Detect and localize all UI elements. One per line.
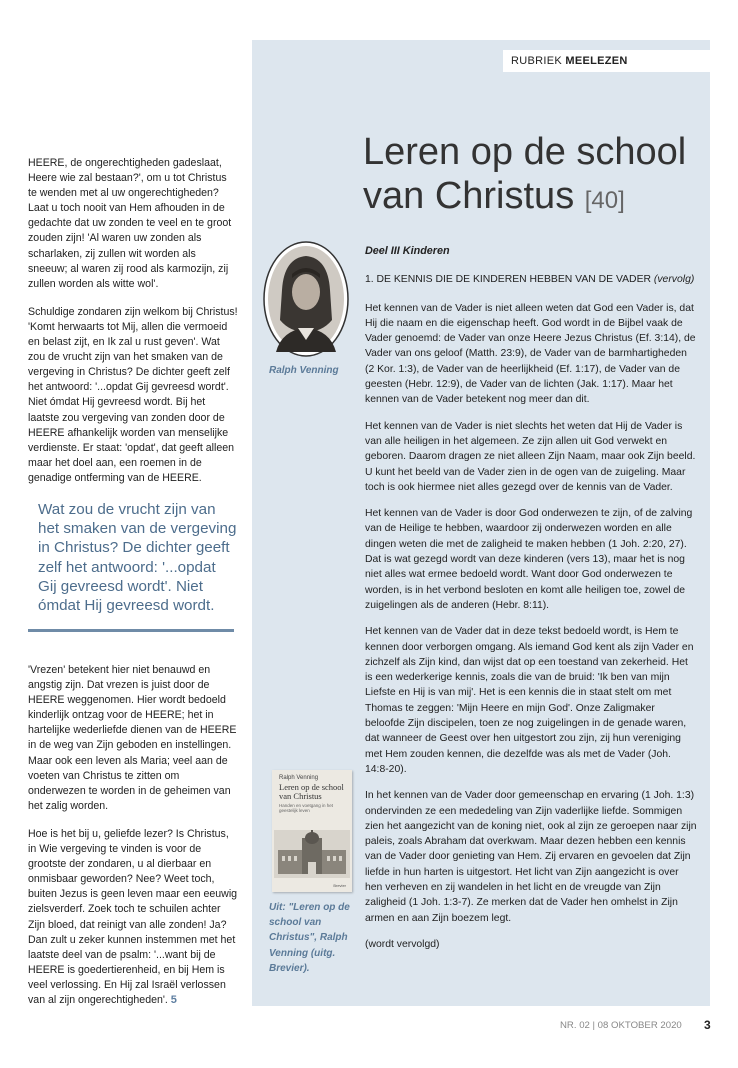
book-title: Leren op de school van Christus xyxy=(279,782,344,801)
section-heading-suffix: (vervolg) xyxy=(653,274,695,286)
left-paragraph: HEERE, de ongerechtigheden gadeslaat, Heere wie zal bestaan?', om u tot Christus te wenden met al uw ongerechtigheden? Laat u toch nooit van Hem afhouden in de gedachte dat uw zonden te veel en te groot zouden zijn! 'Al waren uw zonden als scharlaken, zij zullen wit worden als sneeuw; al waren zij rood als karmozijn, zij zullen worden als witte wol'. xyxy=(28,157,232,290)
body-paragraph: Het kennen van de Vader is door God onderwezen te zijn, of de zalving van de Heilige te hebben, waardoor zij onderwezen worden en alle dingen weten die met de zaligheid te maken hebben (1 Joh. 2:20, 27). Dat is wat gezegd wordt van deze kinderen (vers 13), maar het is nog niet alles wat ermee bedoeld wordt. Want door God onderwezen te worden, is in het verbond besloten en komt alle heiligen toe, zowel de zuigelingen als de anderen (Hebr. 8:11). xyxy=(365,508,693,611)
left-paragraph: Schuldige zondaren zijn welkom bij Christus! 'Komt herwaarts tot Mij, allen die vermoeid en belast zijt, en Ik zal u rust geven'. Wat zou de vrucht zijn van het smaken van de vergeving in Christus? De dichter geeft zelf het antwoord: '...opdat Gij gevreesd wordt'. Niet ómdat Hij gevreesd wordt. Bij het laatste zou vergeving van zonden door de HEERE afhankelijk worden van menselijke verdienste. Er staat: 'opdat', dat geeft alleen maar het doel aan, een roemen in de genadige ontferming van de HEERE. xyxy=(28,305,238,484)
rubric-label xyxy=(503,50,710,72)
book-subtitle: Handen en voetgang in het geestelijk leven xyxy=(279,803,334,813)
portrait-caption: Ralph Venning xyxy=(269,365,339,376)
book-caption: Uit: "Leren op de school van Christus", Ralph Venning (uitg. Brevier). xyxy=(269,902,350,974)
body-paragraph: Het kennen van de Vader dat in deze tekst bedoeld wordt, is Hem te kennen door verborgen omgang. Als iemand God kent als zijn Vader en zichzelf als Zijn kind, dan wijst dat op een toestand van zekerheid. Het is een wederkerige kennis, zoals die van de bruid: 'Ik ben van mijn Liefste en Hij is van mij'. Het is een kennis die in staat stelt om met Thomas te zeggen: 'Mijn Heere en mijn God'. Onze Zaligmaker beloofde Zijn discipelen, toen ze nog zuigelingen in de genade waren, dat wanneer de Geest over hen uitgestort zou zijn, zij hun vereniging met Hem zouden kennen, die dezelfde was als met de Vader (Joh. 14:8-20). xyxy=(365,626,694,775)
pull-quote: Wat zou de vrucht zijn van het smaken van de vergeving in Christus? De dichter geeft zelf het antwoord: '...opdat Gij gevreesd wordt'. Niet ómdat Hij gevreesd wordt. xyxy=(38,501,237,615)
section-subheading xyxy=(365,272,697,287)
left-column-bottom xyxy=(28,663,238,1021)
body-paragraph: In het kennen van de Vader door gemeenschap en ervaring (1 Joh. 1:3) ondervinden ze een mededeling van Zijn vaderlijke liefde. Sommigen zien het aangezicht van de koning niet, ook al zijn ze geroepen naar zijn paleis, zoals Abraham dat overkwam. Maar dezen hebben een kennis van de Vader door genieting van Hem. Zij ervaren en gevoelen dat Zijn liefde in hun harten is uitgestort. Het licht van Zijn aangezicht is over hen verheven en zij wandelen in het licht en de vreugde van Zijn zaligheid (1 Joh. 1:3-7). Ze merken dat de Vader hen omhelst in Zijn armen en aan Zijn boezem legt. xyxy=(365,790,697,924)
end-mark-icon: 5 xyxy=(170,993,177,1006)
book-publisher: Brevier xyxy=(333,883,346,888)
title-line-2: van Christus xyxy=(363,175,575,217)
page-number: 3 xyxy=(704,1018,711,1032)
title-number: [40] xyxy=(584,187,625,214)
book-building-image xyxy=(274,830,350,878)
book-author: Ralph Venning xyxy=(279,775,319,781)
title-line-1: Leren op de school xyxy=(363,131,687,173)
article-title xyxy=(363,130,703,223)
portrait-image xyxy=(262,240,350,358)
rubric-name: MEELEZEN xyxy=(565,55,628,67)
pull-quote-rule xyxy=(28,629,234,632)
section-heading-text: 1. DE KENNIS DIE DE KINDEREN HEBBEN VAN DE VADER xyxy=(365,274,651,286)
body-paragraph: Het kennen van de Vader is niet slechts het weten dat Hij de Vader is van alle heiligen in het algemeen. Ze zijn allen uit God verwekt en geboren. Daarom dragen ze niet alleen Zijn Naam, maar ook Zijn beeld. U kunt het beeld van de Vader zien in de ogen van de zuigeling. Maar toch is ook hiermee niet alles gezegd over de kennis van de Vader. xyxy=(365,420,696,493)
issue-footer: NR. 02 | 08 OKTOBER 2020 xyxy=(560,1020,682,1031)
rubric-prefix: RUBRIEK xyxy=(511,55,562,67)
body-paragraph: Het kennen van de Vader is niet alleen weten dat God een Vader is, dat Hij die naam en die eigenschap heeft. God wordt in de Bijbel vaak de Vader genoemd: de Vader van onze Heere Jezus Christus (Ef. 3:14), de Vader van ons geloof (Matth. 23:9), de Vader van de barmhartigheden (2 Kor. 1:3), de Vader van de heerlijkheid (Ef. 1:17), de Vader van de geesten (Hebr. 12:9), de Vader van de lichten (Jak. 1:17). Maar het kennen van de Vader betekent nog meer dan dit. xyxy=(365,302,696,406)
left-paragraph-text: Hoe is het bij u, geliefde lezer? Is Christus, in Wie vergeving te vinden is voor de grootste der zondaren, u al dierbaar en onmisbaar geworden? Nee? Weet toch, buiten Jezus is geen leven maar een eeuwig zielsverderf. Zoek toch te schuilen achter Zijn bloed, dat reinigt van alle zonden! Ja? Dan zult u zeker kunnen instemmen met het laatste deel van de psalm: '...want bij de HEERE is goedertierenheid, en bij Hem is veel verlossing. En Hij zal Israël verlossen van al zijn ongerechtigheden'. xyxy=(28,827,238,1006)
left-column-top xyxy=(28,156,238,499)
article-body xyxy=(365,244,697,963)
book-cover xyxy=(272,770,352,892)
section-part-heading: Deel III Kinderen xyxy=(365,245,450,257)
to-be-continued: (wordt vervolgd) xyxy=(365,938,440,950)
left-paragraph: 'Vrezen' betekent hier niet benauwd en angstig zijn. Dat vrezen is juist door de HEERE weggenomen. Hier wordt bedoeld kinderlijk ontzag voor de HEERE; het in hartelijke wederliefde dienen van de HEERE in de weg van Zijn geboden en instellingen. Maar ook een leven als Maria; veel aan de voeten van Christus te zitten om onderwezen te worden in de geheimen van het zalig worden. xyxy=(28,664,237,812)
left-paragraph xyxy=(28,827,238,1008)
